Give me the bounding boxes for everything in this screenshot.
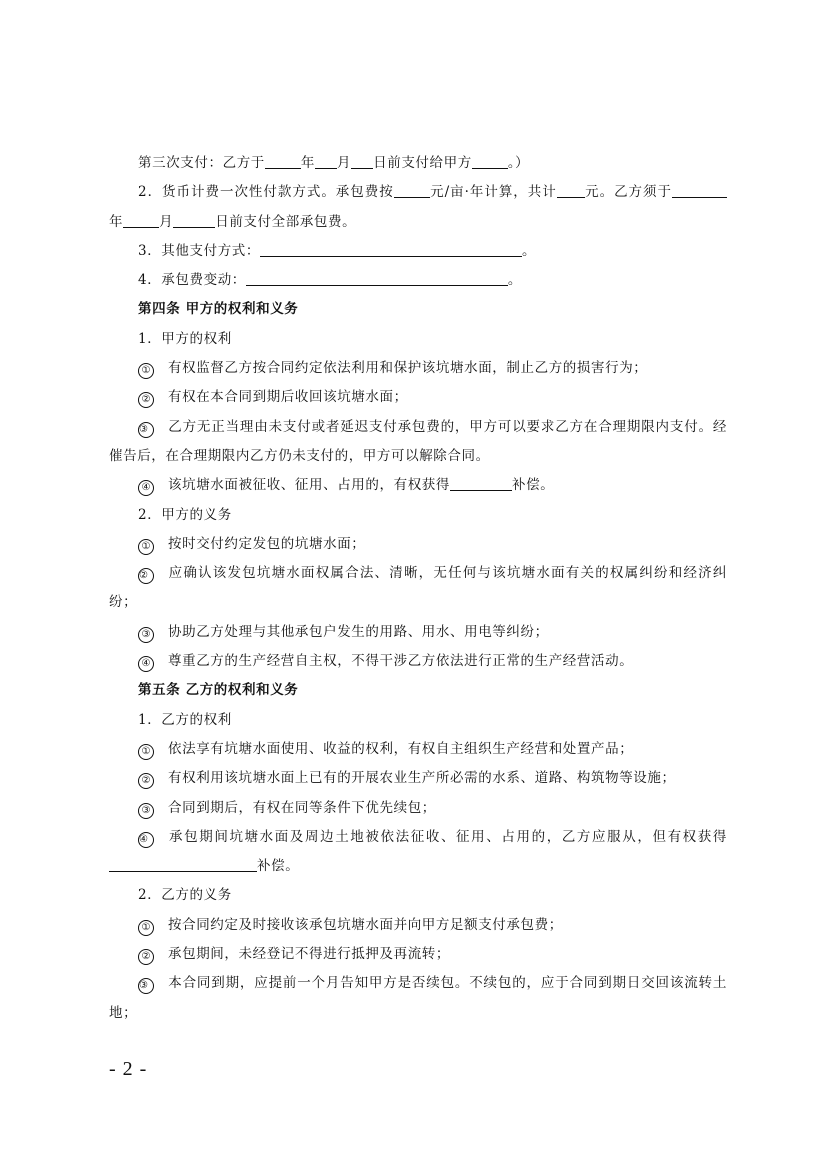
list-item: ③ 乙方无正当理由未支付或者延迟支付承包费的，甲方可以要求乙方在合理期限内支付。经催告后，在合理期限内乙方仍未支付的，甲方可以解除合同。	[109, 418, 727, 464]
blank-field	[265, 155, 301, 170]
blank-field	[351, 155, 373, 170]
blank-field	[472, 155, 508, 170]
payment-fee-change: 4．承包费变动： 。	[138, 272, 522, 289]
list-item: ④ 该坑塘水面被征收、征用、占用的，有权获得 补偿。	[109, 471, 727, 500]
circled-number-2: ②	[138, 949, 154, 965]
circled-number-1: ①	[138, 539, 154, 555]
payment-third-installment: 第三次支付：乙方于 年 月 日前支付给甲方 。）	[138, 155, 530, 171]
circled-number-2: ②	[138, 773, 154, 789]
party-a-duties-heading: 2．甲方的义务	[138, 506, 232, 523]
list-item: ② 承包期间，未经登记不得进行抵押及再流转；	[109, 940, 727, 969]
article-5-heading: 第五条 乙方的权利和义务	[138, 682, 299, 699]
blank-field	[394, 184, 430, 199]
list-item: ① 依法享有坑塘水面使用、收益的权利，有权自主组织生产经营和处置产品；	[109, 735, 727, 764]
blank-field	[123, 213, 159, 228]
circled-number-1: ①	[138, 920, 154, 936]
circled-number-3: ③	[138, 422, 154, 438]
circled-number-2: ②	[138, 392, 154, 408]
list-item: ③ 本合同到期，应提前一个月告知甲方是否续包。不续包的，应于合同到期日交回该流转土地；	[109, 975, 727, 1021]
article-4-heading: 第四条 甲方的权利和义务	[138, 301, 299, 318]
payment-lump-sum-clause: 2．货币计费一次性付款方式。承包费按 元/亩·年计算，共计 元。乙方须于年 月 日前支付全部承包费。	[109, 178, 727, 237]
circled-number-2: ②	[138, 568, 154, 584]
circled-number-3: ③	[138, 627, 154, 643]
circled-number-1: ①	[138, 363, 154, 379]
list-item: ④ 尊重乙方的生产经营自主权，不得干涉乙方依法进行正常的生产经营活动。	[109, 647, 727, 676]
blank-field	[450, 477, 512, 492]
circled-number-3: ③	[138, 803, 154, 819]
party-b-duties-heading: 2．乙方的义务	[138, 887, 232, 904]
circled-number-1: ①	[138, 744, 154, 760]
circled-number-4: ④	[138, 656, 154, 672]
circled-number-4: ④	[138, 832, 154, 848]
list-item: ① 有权监督乙方按合同约定依法利用和保护该坑塘水面，制止乙方的损害行为；	[109, 354, 727, 383]
blank-field	[260, 242, 522, 257]
list-item: ② 应确认该发包坑塘水面权属合法、清晰，无任何与该坑塘水面有关的权属纠纷和经济纠纷；	[109, 565, 727, 611]
circled-number-3: ③	[138, 978, 154, 994]
circled-number-4: ④	[138, 480, 154, 496]
page-number: - 2 -	[109, 1058, 148, 1080]
list-item: ① 按合同约定及时接收该承包坑塘水面并向甲方足额支付承包费；	[109, 911, 727, 940]
blank-field	[109, 858, 257, 873]
party-b-rights-heading: 1．乙方的权利	[138, 711, 232, 728]
list-item: ④ 承包期间坑塘水面及周边土地被依法征收、征用、占用的，乙方应服从，但有权获得补偿。	[109, 823, 727, 882]
document-body	[109, 149, 727, 1028]
list-item: ③ 协助乙方处理与其他承包户发生的用路、用水、用电等纠纷；	[109, 618, 727, 647]
blank-field	[315, 155, 337, 170]
list-item: ② 有权利用该坑塘水面上已有的开展农业生产所必需的水系、道路、构筑物等设施；	[109, 764, 727, 793]
blank-field	[672, 184, 727, 199]
list-item: ② 有权在本合同到期后收回该坑塘水面；	[109, 383, 727, 412]
list-item: ① 按时交付约定发包的坑塘水面；	[109, 530, 727, 559]
party-a-rights-heading: 1．甲方的权利	[138, 330, 232, 347]
payment-other-method: 3．其他支付方式： 。	[138, 242, 537, 259]
blank-field	[173, 213, 215, 228]
list-item: ③ 合同到期后，有权在同等条件下优先续包；	[109, 794, 727, 823]
blank-field	[557, 184, 585, 199]
blank-field	[246, 272, 508, 287]
